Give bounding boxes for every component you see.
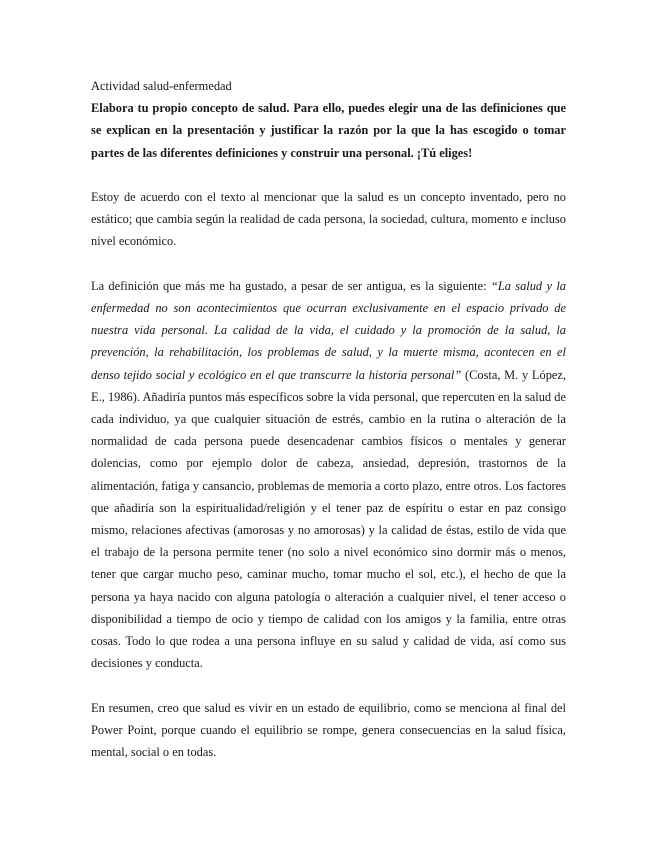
document-title: Actividad salud-enfermedad	[91, 79, 232, 93]
document-page	[91, 75, 566, 763]
definition-intro: La definición que más me ha gustado, a pesar de ser antigua, es la siguiente:	[91, 278, 491, 293]
paragraph-spacer	[91, 164, 566, 186]
paragraph-spacer	[91, 253, 566, 275]
paragraph-summary: En resumen, creo que salud es vivir en un estado de equilibrio, como se menciona al final del Power Point, porque cuando el equilibrio se rompe, genera consecuencias en la salud física, mental, social o en todas.	[91, 700, 566, 760]
definition-discussion: (Costa, M. y López, E., 1986). Añadiría puntos más específicos sobre la vida personal, que repercuten en la salud de cada individuo, ya que cualquier situación de estrés, cambio en la rutina o alteración de la normalidad de cada persona puede desencadenar cambios físicos o mentales y generar dolencias, como por ejemplo dolor de cabeza, ansiedad, depresión, trastornos de la alimentación, fatiga y cansancio, problemas de memoria a corto plazo, entre otros. Los factores que añadiría son la espiritualidad/religión y el tener paz de espíritu o estar en paz consigo mismo, relaciones afectivas (amorosas y no amorosas) y la calidad de éstas, estilo de vida que el trabajo de la persona permite tener (no solo a nivel económico sino dormir más o menos, tener que cargar mucho peso, caminar mucho, tomar mucho el sol, etc.), el hecho de que la persona ya haya nacido con alguna patología o alteración a cualquier nivel, el tener acceso o disponibilidad a tiempo de ocio y tiempo de calidad con los amigos y la familia, entre otras cosas. Todo lo que rodea a una persona influye en su salud y calidad de vida, así como sus decisiones y conducta.	[91, 367, 566, 671]
paragraph-spacer	[91, 674, 566, 696]
paragraph-agreement: Estoy de acuerdo con el texto al mencionar que la salud es un concepto inventado, pero no estático; que cambia según la realidad de cada persona, la sociedad, cultura, momento e incluso nivel económico.	[91, 190, 566, 249]
definition-quote: “La salud y la enfermedad no son acontecimientos que ocurran exclusivamente en el espacio privado de nuestra vida personal. La calidad de la vida, el cuidado y la promoción de la salud, la prevención, la rehabilitación, los problemas de salud, y la muerte misma, acontecen en el denso tejido social y ecológico en el que transcurre la historia personal”	[91, 278, 566, 382]
paragraph-definition	[91, 275, 566, 675]
assignment-prompt: Elabora tu propio concepto de salud. Para ello, puedes elegir una de las definiciones que se explican en la presentación y justificar la razón por la que la has escogido o tomar partes de las diferentes definiciones y construir una personal. ¡Tú eliges!	[91, 101, 566, 160]
